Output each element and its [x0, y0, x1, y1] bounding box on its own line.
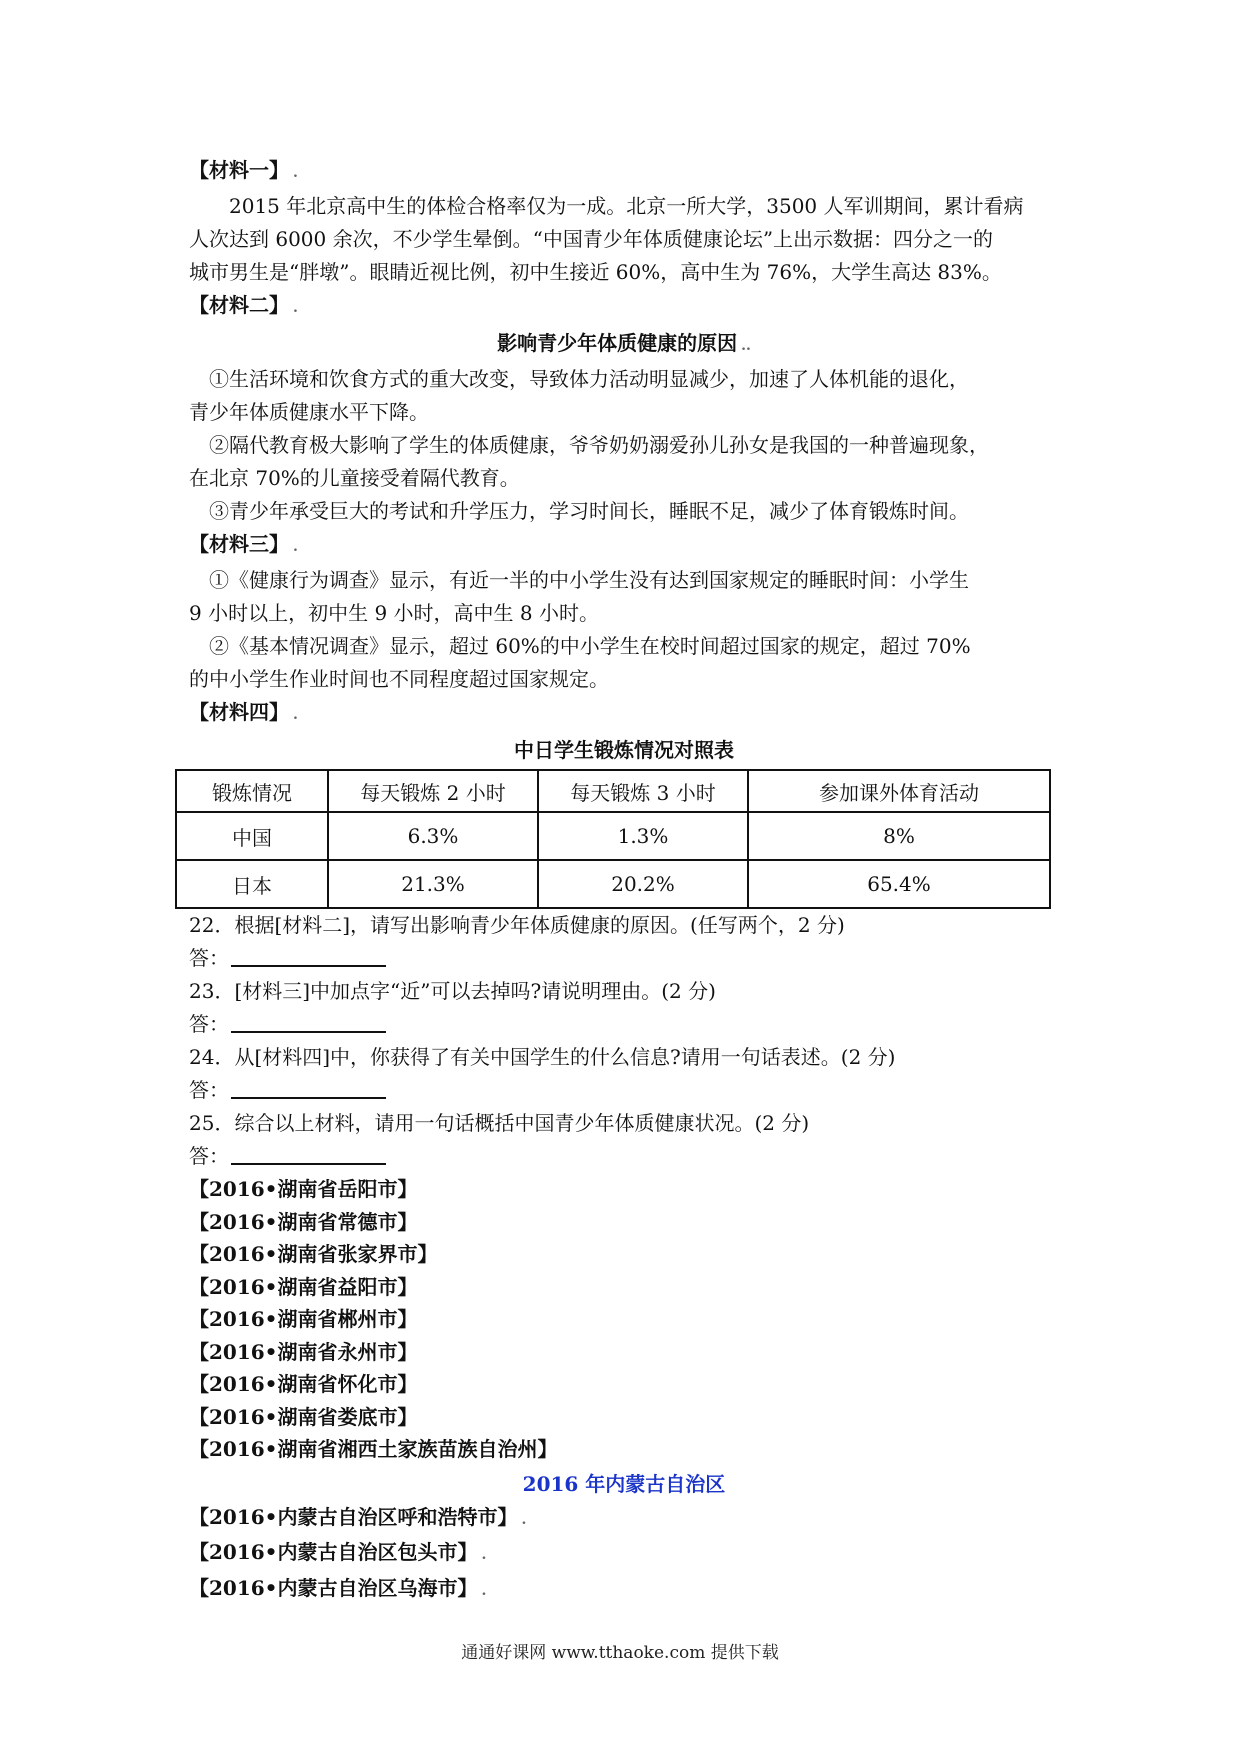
- answer-25: 答：: [189, 1140, 1059, 1173]
- answer-22: 答：: [189, 942, 1059, 975]
- table-row: [176, 860, 1050, 908]
- material2-item-3-line-1: ③青少年承受巨大的考试和升学压力，学习时间长，睡眠不足，减少了体育锻炼时间。: [209, 499, 969, 523]
- material2-heading: 【材料二】 .: [189, 293, 298, 317]
- question-22: 22．根据[材料二]，请写出影响青少年体质健康的原因。(任写两个，2 分): [189, 913, 845, 937]
- document-content: [189, 154, 1059, 1607]
- question-24: 24．从[材料四]中，你获得了有关中国学生的什么信息?请用一句话表述。(2 分): [189, 1045, 896, 1069]
- answer-23: 答：: [189, 1008, 1059, 1041]
- table-cell: 8%: [748, 812, 1050, 860]
- material2-item-2-line-2: 在北京 70%的儿童接受着隔代教育。: [189, 466, 520, 490]
- section-title: 2016 年内蒙古自治区: [522, 1471, 726, 1496]
- material1-line-3: 城市男生是“胖墩”。眼睛近视比例，初中生接近 60%，高中生为 76%，大学生高达 83%。: [189, 260, 1002, 284]
- answer-blank[interactable]: [231, 947, 386, 967]
- source-item: 【2016•湖南省娄底市】: [189, 1404, 418, 1429]
- table-row: [176, 812, 1050, 860]
- material2-item-1-line-2: 青少年体质健康水平下降。: [189, 400, 429, 424]
- answer-24: 答：: [189, 1074, 1059, 1107]
- question-25: 25．综合以上材料，请用一句话概括中国青少年体质健康状况。(2 分): [189, 1111, 810, 1135]
- table-header-cell: 参加课外体育活动: [748, 770, 1050, 812]
- material1-heading: 【材料一】 .: [189, 158, 298, 182]
- table-cell: 1.3%: [538, 812, 748, 860]
- source-item: 【2016•湖南省常德市】: [189, 1209, 418, 1234]
- source-item: 【2016•湖南省益阳市】: [189, 1274, 418, 1299]
- answer-blank[interactable]: [231, 1145, 386, 1165]
- source-item: 【2016•湖南省永州市】: [189, 1339, 418, 1364]
- material2-item-1-line-1: ①生活环境和饮食方式的重大改变，导致体力活动明显减少，加速了人体机能的退化，: [209, 367, 969, 391]
- table-cell: 日本: [176, 860, 328, 908]
- material3-item-1-line-1: ①《健康行为调查》显示，有近一半的中小学生没有达到国家规定的睡眠时间：小学生: [209, 568, 969, 592]
- table-header-cell: 每天锻炼 3 小时: [538, 770, 748, 812]
- material4-heading: 【材料四】 .: [189, 700, 298, 724]
- table-header-cell: 每天锻炼 2 小时: [328, 770, 538, 812]
- comparison-table: [175, 769, 1051, 909]
- material2-title: 影响青少年体质健康的原因 ..: [497, 331, 751, 355]
- question-23: 23．[材料三]中加点字“近”可以去掉吗?请说明理由。(2 分): [189, 979, 716, 1003]
- material3-item-2-line-1: ②《基本情况调查》显示，超过 60%的中小学生在校时间超过国家的规定，超过 70%: [209, 634, 971, 658]
- material1-line-2: 人次达到 6000 余次，不少学生晕倒。“中国青少年体质健康论坛”上出示数据：四分之一的: [189, 227, 994, 251]
- source-item: 【2016•湖南省郴州市】: [189, 1307, 418, 1331]
- table-cell: 中国: [176, 812, 328, 860]
- page-footer: 通通好课网 www.tthaoke.com 提供下载: [461, 1643, 779, 1663]
- table-cell: 21.3%: [328, 860, 538, 908]
- material1-line-1: 2015 年北京高中生的体检合格率仅为一成。北京一所大学，3500 人军训期间，累计看病: [229, 194, 1024, 218]
- material3-heading: 【材料三】 .: [189, 532, 298, 556]
- table-header-cell: 锻炼情况: [176, 770, 328, 812]
- table-header-row: [176, 770, 1050, 812]
- answer-blank[interactable]: [231, 1013, 386, 1033]
- source-item: 【2016•湖南省岳阳市】: [189, 1177, 418, 1201]
- source-item: 【2016•内蒙古自治区呼和浩特市】 .: [189, 1504, 527, 1529]
- material3-item-2-line-2: 的中小学生作业时间也不同程度超过国家规定。: [189, 667, 609, 691]
- answer-blank[interactable]: [231, 1079, 386, 1099]
- table-cell: 65.4%: [748, 860, 1050, 908]
- table-cell: 6.3%: [328, 812, 538, 860]
- source-item: 【2016•湖南省张家界市】: [189, 1242, 438, 1266]
- source-item: 【2016•内蒙古自治区乌海市】 .: [189, 1575, 487, 1600]
- source-item: 【2016•内蒙古自治区包头市】 .: [189, 1540, 487, 1564]
- table-cell: 20.2%: [538, 860, 748, 908]
- source-item: 【2016•湖南省怀化市】: [189, 1372, 418, 1396]
- material3-item-1-line-2: 9 小时以上，初中生 9 小时，高中生 8 小时。: [189, 601, 599, 625]
- source-item: 【2016•湖南省湘西土家族苗族自治州】: [189, 1437, 558, 1461]
- material2-item-2-line-1: ②隔代教育极大影响了学生的体质健康，爷爷奶奶溺爱孙儿孙女是我国的一种普遍现象，: [209, 433, 989, 457]
- table-title: 中日学生锻炼情况对照表: [514, 738, 734, 762]
